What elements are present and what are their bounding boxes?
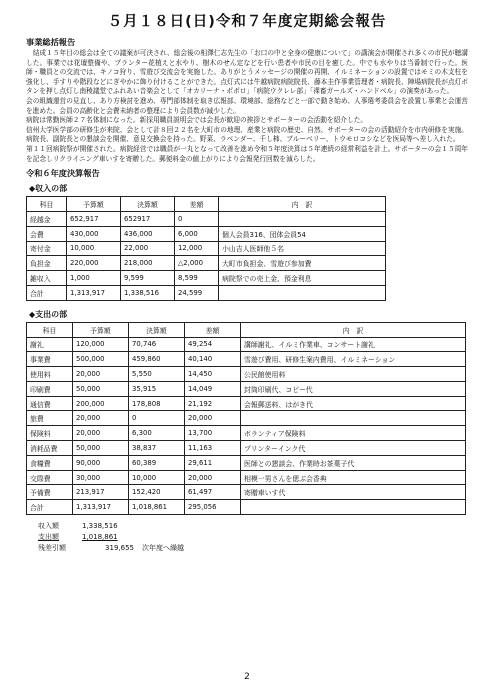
- income-cell: 1,000: [67, 271, 121, 286]
- summary-value: 319,655: [105, 544, 134, 553]
- expense-cell: 20,000: [185, 470, 241, 485]
- page-number: 2: [244, 672, 250, 682]
- income-cell: 6,000: [175, 226, 219, 241]
- col-header: 予算額: [67, 197, 121, 212]
- expense-cell: 会報郵送料、はがき代: [241, 396, 466, 411]
- col-header: 科目: [27, 322, 73, 337]
- income-cell: △2,000: [175, 256, 219, 271]
- expense-cell: 保険料: [27, 426, 73, 441]
- expense-row: [27, 337, 466, 352]
- income-cell: 24,599: [175, 285, 219, 300]
- expense-row: [27, 500, 466, 515]
- expense-cell: 予備費: [27, 485, 73, 500]
- report-paragraph: 結成１５年目の総会は全ての議案が可決され、総会後の相澤仁志先生の「お口の中と全身の健康について」の講演会が開催され多くの市民が聴講した。事業では花壇整備や、プランター花植えと水やり、樹木のせん定などを行い患者や市民の目を癒した。中でも水やりは当番制で行った。医師・職員との交流では、キノコ狩り、雪遊び交流会を実施した。ありがとうメッセージの開催の再開、イルミネーションの設置ではモミの木支柱を強化し、手すりや階段などにぎやかに飾り付けることができた。点灯式には牛越病院病院院長、藤本圭作事業管理者・病院長、陣場病院長が点灯ボタンを押し点灯し南稜議堂でふれあい音楽会として「オカリーナ・ポポロ」「病院ウクレレ部」「裸畜ガールズ・ハンドベル」の演奏があった。: [26, 49, 468, 96]
- summary-income: [38, 521, 468, 532]
- expense-cell: 合計: [27, 500, 73, 515]
- income-cell: 436,000: [121, 226, 175, 241]
- income-cell: 652917: [121, 211, 175, 226]
- income-row: [27, 285, 386, 300]
- col-header: 決算額: [121, 197, 175, 212]
- expense-cell: 20,000: [73, 426, 129, 441]
- income-heading: ◆収入の部: [29, 184, 68, 194]
- expense-cell: 20,000: [73, 411, 129, 426]
- income-cell: 218,000: [121, 256, 175, 271]
- summary-value: 1,338,516: [82, 522, 118, 531]
- expense-cell: 213,917: [73, 485, 129, 500]
- income-cell: 雑収入: [27, 271, 67, 286]
- income-cell: 個人会員316、団体会員54: [219, 226, 386, 241]
- expense-row: [27, 367, 466, 382]
- budget-heading: 令和６年度決算報告: [26, 168, 100, 179]
- col-header: 決算額: [129, 322, 185, 337]
- summary-label: 残差引額: [38, 544, 66, 553]
- expense-header-row: [27, 322, 466, 337]
- income-cell: 病院祭での売上金、預金利息: [219, 271, 386, 286]
- expense-cell: [241, 500, 466, 515]
- expense-cell: 152,420: [129, 485, 185, 500]
- summary-expense: [38, 532, 468, 543]
- col-header: 差額: [185, 322, 241, 337]
- expense-cell: 35,915: [129, 381, 185, 396]
- expense-cell: 200,000: [73, 396, 129, 411]
- expense-heading: ◆支出の部: [29, 309, 68, 319]
- summary-note: 次年度へ繰越: [142, 544, 184, 553]
- expense-cell: 14,049: [185, 381, 241, 396]
- expense-cell: 50,000: [73, 441, 129, 456]
- income-row: [27, 256, 386, 271]
- expense-cell: 通信費: [27, 396, 73, 411]
- expense-cell: 事業費: [27, 352, 73, 367]
- expense-cell: 1,313,917: [73, 500, 129, 515]
- col-header: 内 訳: [241, 322, 466, 337]
- expense-cell: 61,497: [185, 485, 241, 500]
- income-row: [27, 226, 386, 241]
- income-cell: 合計: [27, 285, 67, 300]
- expense-cell: 旅費: [27, 411, 73, 426]
- expense-cell: 印刷費: [27, 381, 73, 396]
- income-cell: 会費: [27, 226, 67, 241]
- expense-cell: 雪遊び費用、研修生案内費用、イルミネーション: [241, 352, 466, 367]
- summary-balance: [38, 543, 468, 554]
- expense-cell: 14,450: [185, 367, 241, 382]
- expense-cell: 0: [129, 411, 185, 426]
- expense-cell: 食糧費: [27, 455, 73, 470]
- expense-cell: 5,550: [129, 367, 185, 382]
- expense-cell: 29,611: [185, 455, 241, 470]
- expense-cell: 公民館使用料: [241, 367, 466, 382]
- expense-cell: 相模一男さんを偲ぶ会香典: [241, 470, 466, 485]
- summary-label: 収入額: [38, 522, 59, 531]
- expense-cell: 6,300: [129, 426, 185, 441]
- expense-cell: 謝礼: [27, 337, 73, 352]
- income-cell: 小山吉人医師他５名: [219, 241, 386, 256]
- expense-row: [27, 441, 466, 456]
- expense-cell: 60,389: [129, 455, 185, 470]
- expense-cell: [241, 411, 466, 426]
- income-cell: 寄付金: [27, 241, 67, 256]
- income-cell: 9,599: [121, 271, 175, 286]
- income-cell: 220,000: [67, 256, 121, 271]
- income-cell: 430,000: [67, 226, 121, 241]
- col-header: 内 訳: [219, 197, 386, 212]
- expense-cell: 120,000: [73, 337, 129, 352]
- expense-row: [27, 381, 466, 396]
- expense-cell: 90,000: [73, 455, 129, 470]
- page-title: ５月１８日(日)令和７年度定期総会報告: [107, 14, 387, 30]
- expense-cell: 11,163: [185, 441, 241, 456]
- expense-row: [27, 411, 466, 426]
- expense-cell: 40,140: [185, 352, 241, 367]
- expense-cell: 消耗品費: [27, 441, 73, 456]
- report-paragraph: 第１１回病院祭が開催された。病院経営では職員が一丸となって改善を進め令和５年度決算は５年連続の経常利益を計上。サポーターの会１５周年を記念しリクライニング車いすを寄贈した。郵便料金の値上がりにより会報発行回数を減らした。: [26, 144, 468, 163]
- income-row: [27, 271, 386, 286]
- expense-cell: 20,000: [185, 411, 241, 426]
- expense-cell: 459,860: [129, 352, 185, 367]
- expense-cell: 医師との懇談会、作業時お茶菓子代: [241, 455, 466, 470]
- expense-cell: 38,837: [129, 441, 185, 456]
- income-cell: 大町市負担金、雪遊び参加費: [219, 256, 386, 271]
- expense-cell: 21,192: [185, 396, 241, 411]
- summary-label: 支出額: [38, 533, 59, 542]
- income-cell: 22,000: [121, 241, 175, 256]
- report-heading: 事業総括報告: [26, 37, 76, 47]
- expense-cell: ボランティア保険料: [241, 426, 466, 441]
- expense-cell: 30,000: [73, 470, 129, 485]
- expense-row: [27, 470, 466, 485]
- expense-cell: 500,000: [73, 352, 129, 367]
- income-cell: 1,338,516: [121, 285, 175, 300]
- report-paragraph: 会の組織運営の見直し、あり方検討を進め、専門部体制を取き広報部、環境部、総務などと一部で動き始め、人事選考委員会を設置し事業と会運営を進めた。会員の高齢化と会費未納者の整理により会員数が減少した。: [26, 96, 468, 115]
- expense-cell: 使用料: [27, 367, 73, 382]
- expense-cell: 20,000: [73, 367, 129, 382]
- expense-cell: 1,018,861: [129, 500, 185, 515]
- income-cell: 0: [175, 211, 219, 226]
- income-row: [27, 211, 386, 226]
- col-header: 科目: [27, 197, 67, 212]
- report-paragraph: 病院は常勤医師２７名体制になった。新採用職員説明会では会長が歓迎の挨拶とサポーターの会活動を紹介した。: [26, 116, 368, 125]
- income-header-row: [27, 197, 386, 212]
- income-cell: 10,000: [67, 241, 121, 256]
- expense-cell: 49,254: [185, 337, 241, 352]
- expense-cell: 178,808: [129, 396, 185, 411]
- report-paragraph: 信州大学医学部の研修生が来院、会として計８回２２名を大町市の地理、産業と病院の歴史、自然、サポーターの会の活動紹介を市内研修を実施。病院長、副院長との懇談会を開催、意見交換会を持った。野菜、ラベンダー、千し柿、ブルーベリー、トウモロコシなどを医局等へ差し入れた。: [26, 125, 468, 144]
- expense-row: [27, 396, 466, 411]
- expense-cell: 講師謝礼、イルミ作業車、コンサート謝礼: [241, 337, 466, 352]
- income-cell: 1,313,917: [67, 285, 121, 300]
- income-cell: 経越金: [27, 211, 67, 226]
- settlement-summary: [38, 521, 468, 554]
- income-table: [26, 196, 386, 301]
- income-cell: 12,000: [175, 241, 219, 256]
- income-row: [27, 241, 386, 256]
- summary-value: 1,018,861: [82, 533, 118, 542]
- expense-row: [27, 352, 466, 367]
- expense-cell: 寄贈車いす代: [241, 485, 466, 500]
- income-cell: [219, 285, 386, 300]
- income-cell: 8,599: [175, 271, 219, 286]
- expense-cell: 13,700: [185, 426, 241, 441]
- income-cell: 負担金: [27, 256, 67, 271]
- expense-cell: 295,056: [185, 500, 241, 515]
- col-header: 予算額: [73, 322, 129, 337]
- expense-cell: 封筒印刷代、コピー代: [241, 381, 466, 396]
- expense-cell: 50,000: [73, 381, 129, 396]
- expense-row: [27, 426, 466, 441]
- expense-cell: 10,000: [129, 470, 185, 485]
- expense-cell: 交際費: [27, 470, 73, 485]
- expense-cell: 70,746: [129, 337, 185, 352]
- expense-cell: プリンターインク代: [241, 441, 466, 456]
- income-cell: [219, 211, 386, 226]
- expense-row: [27, 455, 466, 470]
- income-cell: 652,917: [67, 211, 121, 226]
- expense-row: [27, 485, 466, 500]
- col-header: 差額: [175, 197, 219, 212]
- expense-table: [26, 322, 466, 515]
